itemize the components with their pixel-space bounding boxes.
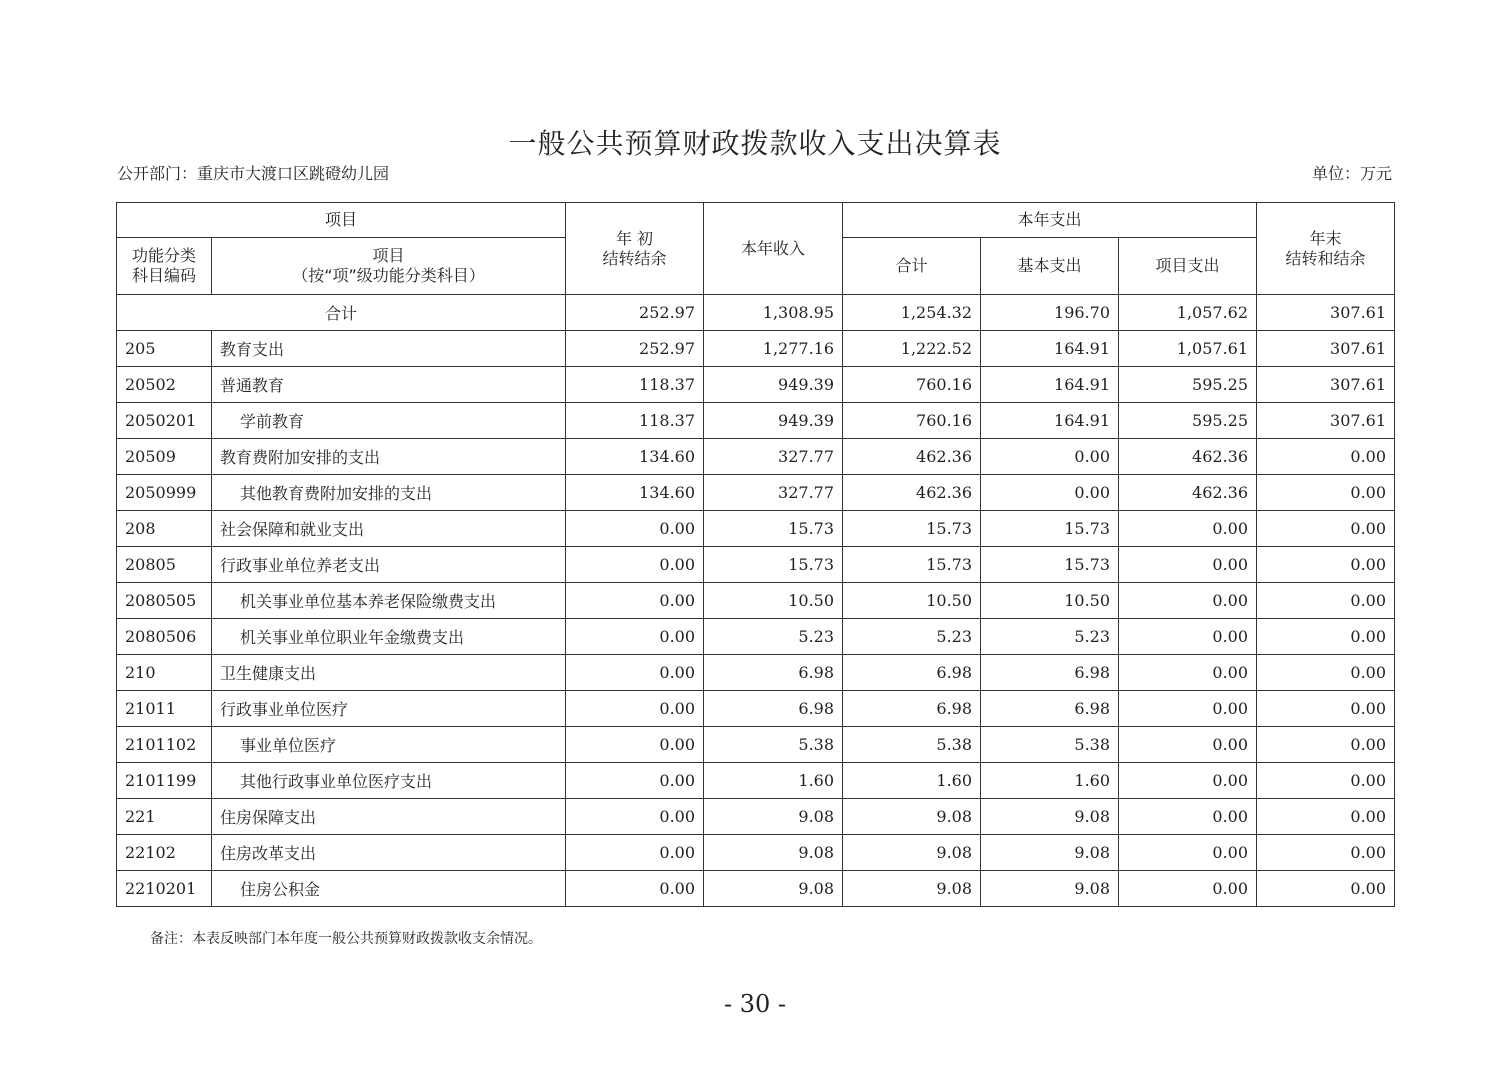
row-project: 0.00 — [1119, 763, 1257, 799]
row-item-name: 普通教育 — [212, 367, 566, 403]
row-item-name: 行政事业单位养老支出 — [212, 547, 566, 583]
row-closing: 0.00 — [1257, 871, 1395, 907]
page-title: 一般公共预算财政拨款收入支出决算表 — [508, 127, 1002, 160]
row-income: 949.39 — [704, 403, 843, 439]
row-opening: 0.00 — [566, 511, 704, 547]
row-income: 6.98 — [704, 691, 843, 727]
total-expenditure: 1,254.32 — [843, 295, 981, 331]
row-total: 5.23 — [843, 619, 981, 655]
header-item-name: 项目 （按“项”级功能分类科目） — [212, 238, 566, 295]
row-code: 2210201 — [117, 871, 212, 907]
header-basic: 基本支出 — [981, 238, 1119, 295]
row-closing: 0.00 — [1257, 835, 1395, 871]
row-item-name: 住房公积金 — [212, 871, 566, 907]
row-income: 949.39 — [704, 367, 843, 403]
row-closing: 0.00 — [1257, 439, 1395, 475]
row-code: 2101199 — [117, 763, 212, 799]
table-row — [117, 835, 1395, 871]
table-row — [117, 511, 1395, 547]
footnote: 备注：本表反映部门本年度一般公共预算财政拨款收支余情况。 — [150, 931, 542, 947]
row-closing: 0.00 — [1257, 547, 1395, 583]
row-item-name: 学前教育 — [212, 403, 566, 439]
row-total: 5.38 — [843, 727, 981, 763]
row-item-name: 机关事业单位职业年金缴费支出 — [212, 619, 566, 655]
row-item-name: 行政事业单位医疗 — [212, 691, 566, 727]
row-item-name: 其他行政事业单位医疗支出 — [212, 763, 566, 799]
header-expenditure-group: 本年支出 — [843, 203, 1257, 238]
total-closing: 307.61 — [1257, 295, 1395, 331]
row-basic: 9.08 — [981, 835, 1119, 871]
row-income: 9.08 — [704, 835, 843, 871]
row-income: 5.38 — [704, 727, 843, 763]
row-project: 0.00 — [1119, 655, 1257, 691]
row-income: 15.73 — [704, 511, 843, 547]
header-total: 合计 — [843, 238, 981, 295]
row-item-name: 事业单位医疗 — [212, 727, 566, 763]
row-basic: 164.91 — [981, 367, 1119, 403]
row-opening: 0.00 — [566, 727, 704, 763]
row-closing: 307.61 — [1257, 367, 1395, 403]
row-income: 1,277.16 — [704, 331, 843, 367]
total-opening: 252.97 — [566, 295, 704, 331]
row-income: 10.50 — [704, 583, 843, 619]
row-item-name: 机关事业单位基本养老保险缴费支出 — [212, 583, 566, 619]
row-income: 327.77 — [704, 439, 843, 475]
row-closing: 0.00 — [1257, 727, 1395, 763]
row-opening: 0.00 — [566, 871, 704, 907]
row-code: 2080505 — [117, 583, 212, 619]
row-closing: 0.00 — [1257, 511, 1395, 547]
row-income: 6.98 — [704, 655, 843, 691]
row-total: 760.16 — [843, 367, 981, 403]
row-opening: 0.00 — [566, 763, 704, 799]
row-total: 6.98 — [843, 691, 981, 727]
header-income: 本年收入 — [704, 203, 843, 295]
row-basic: 5.23 — [981, 619, 1119, 655]
table-row — [117, 403, 1395, 439]
row-code: 22102 — [117, 835, 212, 871]
row-opening: 118.37 — [566, 367, 704, 403]
row-closing: 0.00 — [1257, 475, 1395, 511]
row-total: 462.36 — [843, 475, 981, 511]
row-project: 595.25 — [1119, 403, 1257, 439]
row-opening: 0.00 — [566, 691, 704, 727]
row-basic: 15.73 — [981, 511, 1119, 547]
row-opening: 134.60 — [566, 439, 704, 475]
header-row-1 — [117, 203, 1395, 238]
table-row — [117, 583, 1395, 619]
row-total: 1.60 — [843, 763, 981, 799]
row-basic: 0.00 — [981, 475, 1119, 511]
header-code: 功能分类 科目编码 — [117, 238, 212, 295]
row-income: 15.73 — [704, 547, 843, 583]
header-closing-balance: 年末 结转和结余 — [1257, 203, 1395, 295]
row-code: 21011 — [117, 691, 212, 727]
row-opening: 134.60 — [566, 475, 704, 511]
row-basic: 9.08 — [981, 799, 1119, 835]
row-basic: 1.60 — [981, 763, 1119, 799]
row-closing: 0.00 — [1257, 799, 1395, 835]
page-number: - 30 - — [723, 990, 786, 1018]
row-project: 0.00 — [1119, 799, 1257, 835]
row-project: 0.00 — [1119, 511, 1257, 547]
row-code: 2101102 — [117, 727, 212, 763]
table-row — [117, 727, 1395, 763]
table-row — [117, 619, 1395, 655]
department-label: 公开部门：重庆市大渡口区跳磴幼儿园 — [117, 164, 390, 183]
row-income: 5.23 — [704, 619, 843, 655]
row-code: 20509 — [117, 439, 212, 475]
row-closing: 0.00 — [1257, 619, 1395, 655]
header-project: 项目支出 — [1119, 238, 1257, 295]
row-project: 0.00 — [1119, 835, 1257, 871]
row-closing: 0.00 — [1257, 583, 1395, 619]
row-basic: 164.91 — [981, 331, 1119, 367]
table-body — [117, 295, 1395, 907]
table-row — [117, 439, 1395, 475]
row-item-name: 教育费附加安排的支出 — [212, 439, 566, 475]
table-row — [117, 691, 1395, 727]
row-item-name: 住房保障支出 — [212, 799, 566, 835]
table-row — [117, 871, 1395, 907]
table-row — [117, 475, 1395, 511]
row-project: 0.00 — [1119, 619, 1257, 655]
row-opening: 0.00 — [566, 799, 704, 835]
row-income: 327.77 — [704, 475, 843, 511]
row-total: 9.08 — [843, 871, 981, 907]
row-income: 9.08 — [704, 799, 843, 835]
row-item-name: 教育支出 — [212, 331, 566, 367]
row-basic: 5.38 — [981, 727, 1119, 763]
row-project: 462.36 — [1119, 439, 1257, 475]
total-project: 1,057.62 — [1119, 295, 1257, 331]
row-project: 0.00 — [1119, 727, 1257, 763]
row-item-name: 卫生健康支出 — [212, 655, 566, 691]
row-closing: 307.61 — [1257, 403, 1395, 439]
row-basic: 164.91 — [981, 403, 1119, 439]
row-opening: 252.97 — [566, 331, 704, 367]
table-row — [117, 763, 1395, 799]
table-row — [117, 331, 1395, 367]
row-code: 2080506 — [117, 619, 212, 655]
header-opening-balance: 年 初 结转结余 — [566, 203, 704, 295]
row-item-name: 社会保障和就业支出 — [212, 511, 566, 547]
row-basic: 10.50 — [981, 583, 1119, 619]
row-basic: 6.98 — [981, 655, 1119, 691]
table-row — [117, 799, 1395, 835]
total-income: 1,308.95 — [704, 295, 843, 331]
row-total: 15.73 — [843, 511, 981, 547]
row-opening: 0.00 — [566, 835, 704, 871]
row-project: 0.00 — [1119, 691, 1257, 727]
row-project: 0.00 — [1119, 547, 1257, 583]
row-project: 462.36 — [1119, 475, 1257, 511]
table-row — [117, 655, 1395, 691]
row-opening: 0.00 — [566, 583, 704, 619]
row-basic: 9.08 — [981, 871, 1119, 907]
row-opening: 0.00 — [566, 655, 704, 691]
row-project: 595.25 — [1119, 367, 1257, 403]
row-total: 6.98 — [843, 655, 981, 691]
budget-table — [116, 202, 1395, 907]
row-code: 221 — [117, 799, 212, 835]
row-code: 2050999 — [117, 475, 212, 511]
header-item-group: 项目 — [117, 203, 566, 238]
table-row — [117, 367, 1395, 403]
row-total: 10.50 — [843, 583, 981, 619]
row-code: 210 — [117, 655, 212, 691]
row-project: 1,057.61 — [1119, 331, 1257, 367]
total-row — [117, 295, 1395, 331]
row-total: 9.08 — [843, 799, 981, 835]
row-basic: 0.00 — [981, 439, 1119, 475]
row-income: 9.08 — [704, 871, 843, 907]
row-total: 15.73 — [843, 547, 981, 583]
row-basic: 15.73 — [981, 547, 1119, 583]
row-total: 462.36 — [843, 439, 981, 475]
total-label: 合计 — [117, 295, 566, 331]
row-code: 208 — [117, 511, 212, 547]
row-item-name: 住房改革支出 — [212, 835, 566, 871]
row-total: 1,222.52 — [843, 331, 981, 367]
table-row — [117, 547, 1395, 583]
row-closing: 0.00 — [1257, 691, 1395, 727]
total-basic: 196.70 — [981, 295, 1119, 331]
row-code: 205 — [117, 331, 212, 367]
row-code: 20805 — [117, 547, 212, 583]
row-code: 20502 — [117, 367, 212, 403]
row-total: 760.16 — [843, 403, 981, 439]
row-closing: 0.00 — [1257, 655, 1395, 691]
row-opening: 118.37 — [566, 403, 704, 439]
row-income: 1.60 — [704, 763, 843, 799]
row-project: 0.00 — [1119, 583, 1257, 619]
row-closing: 0.00 — [1257, 763, 1395, 799]
row-code: 2050201 — [117, 403, 212, 439]
row-item-name: 其他教育费附加安排的支出 — [212, 475, 566, 511]
row-basic: 6.98 — [981, 691, 1119, 727]
row-project: 0.00 — [1119, 871, 1257, 907]
row-opening: 0.00 — [566, 619, 704, 655]
row-total: 9.08 — [843, 835, 981, 871]
row-closing: 307.61 — [1257, 331, 1395, 367]
row-opening: 0.00 — [566, 547, 704, 583]
unit-label: 单位：万元 — [1311, 164, 1392, 183]
